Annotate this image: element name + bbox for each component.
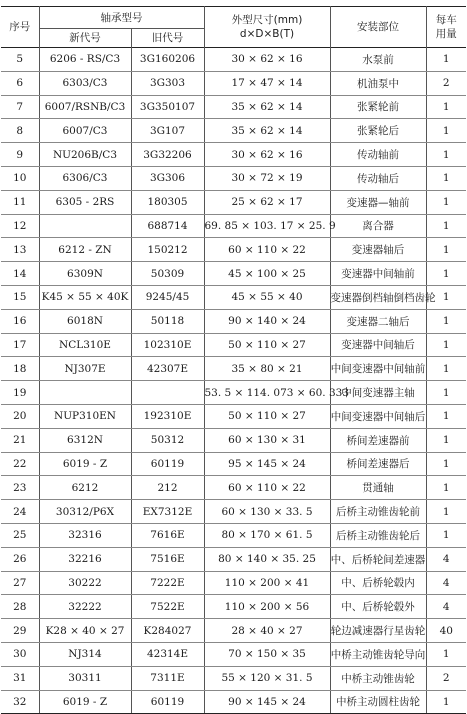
cell-qty: 1	[426, 357, 466, 381]
cell-seq: 19	[1, 381, 39, 405]
cell-qty: 1	[426, 309, 466, 333]
cell-dimensions: 69. 85 × 103. 17 × 25. 9	[204, 214, 330, 238]
cell-location: 中桥主动锥齿轮导向	[330, 642, 426, 666]
cell-old-code: 7222E	[131, 571, 204, 595]
cell-qty: 1	[426, 642, 466, 666]
cell-seq: 17	[1, 333, 39, 357]
cell-new-code	[39, 381, 131, 405]
cell-old-code	[131, 381, 204, 405]
cell-old-code: 50309	[131, 262, 204, 286]
cell-dimensions: 110 × 200 × 41	[204, 571, 330, 595]
cell-old-code: 42307E	[131, 357, 204, 381]
cell-dimensions: 90 × 140 × 24	[204, 309, 330, 333]
cell-dimensions: 30 × 62 × 16	[204, 143, 330, 167]
cell-seq: 28	[1, 595, 39, 619]
cell-old-code: 3G306	[131, 166, 204, 190]
cell-seq: 14	[1, 262, 39, 286]
cell-new-code: 6306/C3	[39, 166, 131, 190]
cell-dimensions: 25 × 62 × 17	[204, 190, 330, 214]
cell-seq: 10	[1, 166, 39, 190]
cell-location: 中间变速器中间轴前	[330, 357, 426, 381]
cell-location: 变速器轴后	[330, 238, 426, 262]
cell-location: 水泵前	[330, 48, 426, 72]
cell-old-code: K284027	[131, 619, 204, 643]
cell-new-code: NCL310E	[39, 333, 131, 357]
cell-dimensions: 55 × 120 × 31. 5	[204, 666, 330, 690]
cell-seq: 15	[1, 285, 39, 309]
cell-location: 中桥主动锥齿轮	[330, 666, 426, 690]
table-row	[1, 595, 466, 619]
cell-seq: 26	[1, 547, 39, 571]
cell-qty: 1	[426, 190, 466, 214]
cell-old-code: 7616E	[131, 523, 204, 547]
cell-qty: 1	[426, 214, 466, 238]
cell-seq: 11	[1, 190, 39, 214]
cell-new-code: 6309N	[39, 262, 131, 286]
cell-dimensions: 60 × 110 × 22	[204, 238, 330, 262]
table-row	[1, 143, 466, 167]
cell-new-code: 32316	[39, 523, 131, 547]
table-row	[1, 404, 466, 428]
cell-qty: 1	[426, 285, 466, 309]
cell-dimensions: 60 × 130 × 31	[204, 428, 330, 452]
cell-old-code: 192310E	[131, 404, 204, 428]
cell-seq: 32	[1, 690, 39, 714]
cell-seq: 23	[1, 476, 39, 500]
cell-qty: 1	[426, 690, 466, 714]
cell-new-code: 6007/RSNB/C3	[39, 95, 131, 119]
cell-location: 中桥主动圆柱齿轮	[330, 690, 426, 714]
cell-new-code: 6019 - Z	[39, 690, 131, 714]
bearing-spec-table-container	[0, 6, 467, 714]
table-row	[1, 381, 466, 405]
cell-new-code: 6007/C3	[39, 119, 131, 143]
cell-dimensions: 30 × 62 × 16	[204, 48, 330, 72]
table-row	[1, 285, 466, 309]
header-dimensions-sub: d×D×B(T)	[239, 28, 295, 40]
cell-dimensions: 35 × 80 × 21	[204, 357, 330, 381]
cell-dimensions: 80 × 140 × 35. 25	[204, 547, 330, 571]
cell-location: 中、后桥轮毂外	[330, 595, 426, 619]
cell-new-code: 6019 - Z	[39, 452, 131, 476]
table-header	[1, 7, 466, 48]
cell-old-code: EX7312E	[131, 500, 204, 524]
cell-qty: 1	[426, 48, 466, 72]
cell-seq: 21	[1, 428, 39, 452]
cell-qty: 1	[426, 95, 466, 119]
table-row	[1, 309, 466, 333]
cell-location: 传动轴前	[330, 143, 426, 167]
cell-location: 后桥主动锥齿轮前	[330, 500, 426, 524]
table-row	[1, 48, 466, 72]
cell-qty: 1	[426, 523, 466, 547]
header-dimensions-title: 外型尺寸(mm)	[231, 14, 303, 26]
table-row	[1, 333, 466, 357]
table-row	[1, 214, 466, 238]
cell-dimensions: 35 × 62 × 14	[204, 95, 330, 119]
cell-seq: 24	[1, 500, 39, 524]
cell-dimensions: 28 × 40 × 27	[204, 619, 330, 643]
cell-seq: 25	[1, 523, 39, 547]
cell-old-code: 50118	[131, 309, 204, 333]
cell-qty: 40	[426, 619, 466, 643]
table-row	[1, 476, 466, 500]
table-row	[1, 357, 466, 381]
table-row	[1, 642, 466, 666]
cell-seq: 5	[1, 48, 39, 72]
cell-new-code: 6212	[39, 476, 131, 500]
cell-dimensions: 60 × 130 × 33. 5	[204, 500, 330, 524]
cell-dimensions: 30 × 72 × 19	[204, 166, 330, 190]
cell-old-code: 60119	[131, 452, 204, 476]
header-bearing-model: 轴承型号	[39, 7, 204, 29]
cell-dimensions: 110 × 200 × 56	[204, 595, 330, 619]
cell-location: 变速器中间轴前	[330, 262, 426, 286]
cell-dimensions: 50 × 110 × 27	[204, 404, 330, 428]
header-location: 安装部位	[330, 7, 426, 48]
header-seq: 序号	[9, 21, 31, 33]
cell-new-code: K45 × 55 × 40K	[39, 285, 131, 309]
cell-seq: 13	[1, 238, 39, 262]
table-row	[1, 619, 466, 643]
cell-qty: 2	[426, 71, 466, 95]
cell-new-code: NJ314	[39, 642, 131, 666]
table-row	[1, 166, 466, 190]
table-row	[1, 190, 466, 214]
cell-seq: 8	[1, 119, 39, 143]
cell-dimensions: 95 × 145 × 24	[204, 452, 330, 476]
cell-dimensions: 53. 5 × 114. 073 × 60. 333	[204, 381, 330, 405]
cell-new-code: 30311	[39, 666, 131, 690]
table-row	[1, 452, 466, 476]
cell-old-code: 3G160206	[131, 48, 204, 72]
cell-location: 中、后桥轮毂内	[330, 571, 426, 595]
cell-old-code: 3G350107	[131, 95, 204, 119]
table-row	[1, 523, 466, 547]
bearing-spec-table	[1, 6, 466, 714]
cell-dimensions: 70 × 150 × 35	[204, 642, 330, 666]
cell-qty: 1	[426, 119, 466, 143]
header-old-code: 旧代号	[131, 29, 204, 48]
cell-qty: 1	[426, 238, 466, 262]
cell-new-code: 32216	[39, 547, 131, 571]
table-body	[1, 48, 466, 714]
cell-dimensions: 60 × 110 × 22	[204, 476, 330, 500]
table-row	[1, 428, 466, 452]
cell-seq: 30	[1, 642, 39, 666]
table-row	[1, 119, 466, 143]
cell-location: 张紧轮前	[330, 95, 426, 119]
cell-location: 贯通轴	[330, 476, 426, 500]
cell-location: 变速器二轴后	[330, 309, 426, 333]
cell-location: 传动轴后	[330, 166, 426, 190]
cell-location: 离合器	[330, 214, 426, 238]
cell-old-code: 180305	[131, 190, 204, 214]
cell-location: 机油泵中	[330, 71, 426, 95]
table-row	[1, 571, 466, 595]
cell-seq: 18	[1, 357, 39, 381]
cell-old-code: 3G32206	[131, 143, 204, 167]
cell-old-code: 7311E	[131, 666, 204, 690]
cell-old-code: 9245/45	[131, 285, 204, 309]
cell-seq: 22	[1, 452, 39, 476]
cell-qty: 1	[426, 500, 466, 524]
cell-qty: 1	[426, 143, 466, 167]
cell-old-code: 60119	[131, 690, 204, 714]
cell-seq: 16	[1, 309, 39, 333]
cell-qty: 1	[426, 262, 466, 286]
cell-old-code: 3G303	[131, 71, 204, 95]
cell-seq: 7	[1, 95, 39, 119]
cell-dimensions: 90 × 145 × 24	[204, 690, 330, 714]
table-row	[1, 238, 466, 262]
cell-new-code	[39, 214, 131, 238]
cell-qty: 4	[426, 547, 466, 571]
header-qty-line1: 每车	[435, 14, 457, 26]
cell-dimensions: 45 × 100 × 25	[204, 262, 330, 286]
cell-new-code: 6312N	[39, 428, 131, 452]
cell-dimensions: 45 × 55 × 40	[204, 285, 330, 309]
cell-qty: 1	[426, 333, 466, 357]
cell-old-code: 50312	[131, 428, 204, 452]
cell-old-code: 688714	[131, 214, 204, 238]
cell-qty: 2	[426, 666, 466, 690]
cell-seq: 31	[1, 666, 39, 690]
cell-dimensions: 50 × 110 × 27	[204, 333, 330, 357]
cell-new-code: 32222	[39, 595, 131, 619]
table-row	[1, 666, 466, 690]
cell-qty: 1	[426, 381, 466, 405]
cell-qty: 1	[426, 428, 466, 452]
header-dimensions	[204, 7, 330, 48]
table-row	[1, 262, 466, 286]
cell-new-code: 30312/P6X	[39, 500, 131, 524]
cell-new-code: 6212 - ZN	[39, 238, 131, 262]
cell-seq: 9	[1, 143, 39, 167]
cell-old-code: 150212	[131, 238, 204, 262]
cell-new-code: NUP310EN	[39, 404, 131, 428]
cell-seq: 27	[1, 571, 39, 595]
cell-qty: 1	[426, 404, 466, 428]
cell-location: 变速器—轴前	[330, 190, 426, 214]
header-new-code: 新代号	[39, 29, 131, 48]
cell-location: 后桥主动锥齿轮后	[330, 523, 426, 547]
cell-seq: 29	[1, 619, 39, 643]
cell-qty: 1	[426, 452, 466, 476]
cell-new-code: 6305 - 2RS	[39, 190, 131, 214]
cell-old-code: 7522E	[131, 595, 204, 619]
cell-new-code: NJ307E	[39, 357, 131, 381]
cell-new-code: NU206B/C3	[39, 143, 131, 167]
cell-new-code: 30222	[39, 571, 131, 595]
cell-location: 中间变速器主轴	[330, 381, 426, 405]
table-row	[1, 95, 466, 119]
cell-dimensions: 80 × 170 × 61. 5	[204, 523, 330, 547]
cell-location: 张紧轮后	[330, 119, 426, 143]
cell-seq: 20	[1, 404, 39, 428]
cell-old-code: 3G107	[131, 119, 204, 143]
table-row	[1, 690, 466, 714]
cell-location: 中间变速器中间轴后	[330, 404, 426, 428]
cell-new-code: 6206 - RS/C3	[39, 48, 131, 72]
cell-new-code: 6018N	[39, 309, 131, 333]
cell-location: 中、后桥轮间差速器	[330, 547, 426, 571]
cell-old-code: 102310E	[131, 333, 204, 357]
cell-location: 桥间差速器前	[330, 428, 426, 452]
header-qty	[426, 7, 466, 48]
cell-qty: 4	[426, 595, 466, 619]
cell-location: 轮边减速器行星齿轮	[330, 619, 426, 643]
cell-old-code: 7516E	[131, 547, 204, 571]
cell-location: 桥间差速器后	[330, 452, 426, 476]
header-qty-line2: 用量	[435, 28, 457, 40]
cell-location: 变速器倒档轴倒档齿轮	[330, 285, 426, 309]
cell-seq: 12	[1, 214, 39, 238]
table-row	[1, 547, 466, 571]
table-row	[1, 500, 466, 524]
cell-qty: 1	[426, 166, 466, 190]
table-row	[1, 71, 466, 95]
cell-dimensions: 35 × 62 × 14	[204, 119, 330, 143]
cell-qty: 4	[426, 571, 466, 595]
cell-old-code: 212	[131, 476, 204, 500]
cell-qty: 1	[426, 476, 466, 500]
cell-dimensions: 17 × 47 × 14	[204, 71, 330, 95]
cell-new-code: 6303/C3	[39, 71, 131, 95]
cell-new-code: K28 × 40 × 27	[39, 619, 131, 643]
cell-location: 变速器中间轴后	[330, 333, 426, 357]
cell-old-code: 42314E	[131, 642, 204, 666]
cell-seq: 6	[1, 71, 39, 95]
